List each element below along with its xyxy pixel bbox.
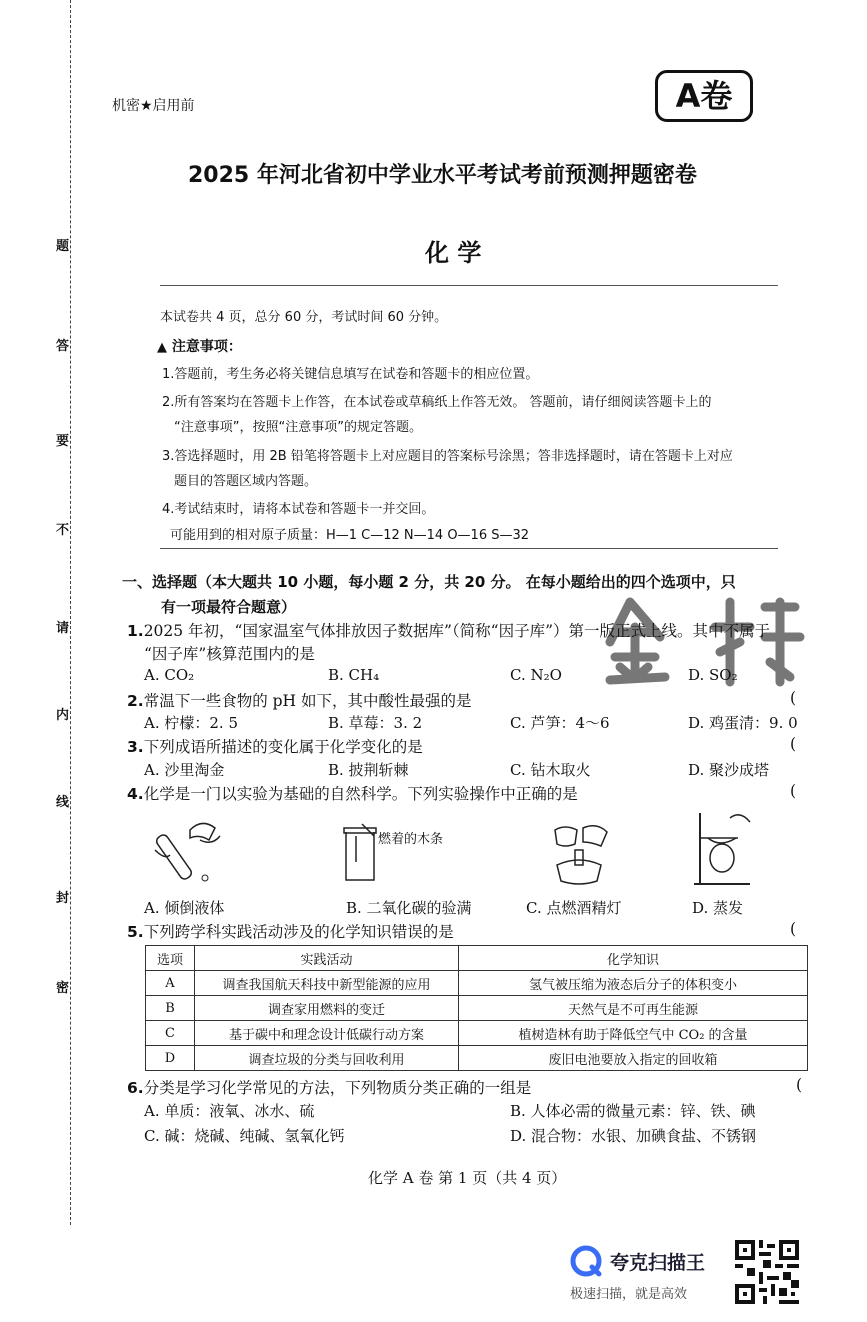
section-heading-cont: 有一项最符合题意） (161, 598, 297, 616)
scanner-brand-name: 夸克扫描王 (610, 1252, 706, 1274)
q1-option-b: B. CH₄ (328, 666, 380, 684)
exam-intro: 本试卷共 4 页，总分 60 分，考试时间 60 分钟。 (160, 310, 448, 325)
question-6-stem: 6.分类是学习化学常见的方法，下列物质分类正确的一组是 (127, 1079, 532, 1097)
q2-option-b: B. 草莓：3. 2 (328, 714, 423, 732)
confidential-label: 机密★启用前 (112, 98, 195, 114)
scanner-slogan: 极速扫描，就是高效 (570, 1287, 688, 1302)
q3-option-a: A. 沙里淘金 (144, 761, 225, 779)
margin-char: 线 (56, 789, 69, 812)
co2-test-figure (340, 822, 380, 884)
q6-option-b: B. 人体必需的微量元素：锌、铁、碘 (510, 1102, 756, 1120)
warning-icon: ▲ (157, 340, 167, 355)
table-row (146, 1021, 808, 1046)
atomic-mass-line: 可能用到的相对原子质量：H—1 C—12 N—14 O—16 S—32 (170, 528, 530, 543)
q1-option-c: C. N₂O (510, 666, 562, 684)
q4-option-b: B. 二氧化碳的验满 (346, 899, 472, 917)
question-1-stem: 1.2025 年初，“国家温室气体排放因子数据库”（简称“因子库”）第一版正式上线。其中不属于 (127, 622, 771, 640)
q4-option-d: D. 蒸发 (692, 899, 744, 917)
table-cell: A (146, 971, 195, 996)
notice-heading: ▲ 注意事项： (157, 339, 242, 355)
table-cell: 调查我国航天科技中新型能源的应用 (195, 971, 459, 996)
paper-version-badge: A卷 (655, 70, 753, 122)
light-alcohol-lamp-figure (545, 820, 615, 890)
notice-item: 3.答选择题时，用 2B 铅笔将答题卡上对应题目的答案标号涂黑；答非选择题时，请在答题卡上对应 (162, 449, 733, 464)
table-cell: 基于碳中和理念设计低碳行动方案 (195, 1021, 459, 1046)
table-cell: 调查家用燃料的变迁 (195, 996, 459, 1021)
answer-paren: ( (796, 1076, 803, 1094)
question-2-stem: 2.常温下一些食物的 pH 如下，其中酸性最强的是 (127, 692, 472, 710)
table-header: 化学知识 (459, 946, 808, 971)
divider-bottom (160, 548, 778, 549)
table-header-row (146, 946, 808, 971)
question-5-stem: 5.下列跨学科实践活动涉及的化学知识错误的是 (127, 923, 454, 941)
q6-option-a: A. 单质：液氧、冰水、硫 (144, 1102, 315, 1120)
table-header: 实践活动 (195, 946, 459, 971)
q6-option-c: C. 碱：烧碱、纯碱、氢氧化钙 (144, 1127, 345, 1145)
notice-item: 题目的答题区域内答题。 (174, 474, 318, 489)
section-heading: 一、选择题（本大题共 10 小题，每小题 2 分，共 20 分。 在每小题给出的四个选项中，只 (122, 573, 736, 591)
question-4-stem: 4.化学是一门以实验为基础的自然科学。下列实验操作中正确的是 (127, 785, 578, 803)
margin-char: 密 (56, 975, 69, 998)
question-3-stem: 3.下列成语所描述的变化属于化学变化的是 (127, 738, 423, 756)
margin-char: 内 (56, 702, 69, 725)
question-1-stem-cont: “因子库”核算范围内的是 (144, 645, 315, 663)
margin-char: 题 (56, 233, 69, 256)
q2-option-a: A. 柠檬：2. 5 (144, 714, 238, 732)
answer-paren: ( (790, 782, 797, 800)
table-cell: 氢气被压缩为液态后分子的体积变小 (459, 971, 808, 996)
pour-liquid-figure (150, 810, 230, 890)
figure-label: 燃着的木条 (378, 832, 444, 847)
answer-paren: ( (790, 689, 797, 707)
margin-char: 答 (56, 333, 69, 356)
table-header: 选项 (146, 946, 195, 971)
table-cell: C (146, 1021, 195, 1046)
evaporation-figure (690, 808, 760, 888)
notice-item: 2.所有答案均在答题卡上作答，在本试卷或草稿纸上作答无效。 答题前，请仔细阅读答题卡上的 (162, 395, 712, 410)
page-number: 化学 A 卷 第 1 页（共 4 页） (368, 1169, 567, 1187)
q3-option-d: D. 聚沙成塔 (688, 761, 770, 779)
table-cell: D (146, 1046, 195, 1071)
table-cell: 植树造林有助于降低空气中 CO₂ 的含量 (459, 1021, 808, 1046)
table-row (146, 1046, 808, 1071)
notice-item: 4.考试结束时，请将本试卷和答题卡一并交回。 (162, 502, 435, 517)
q3-option-b: B. 披荆斩棘 (328, 761, 409, 779)
notice-item: “注意事项”，按照“注意事项”的规定答题。 (174, 420, 422, 435)
table-row (146, 971, 808, 996)
q4-option-a: A. 倾倒液体 (144, 899, 225, 917)
table-cell: 天然气是不可再生能源 (459, 996, 808, 1021)
q2-option-c: C. 芦笋：4～6 (510, 714, 610, 732)
q1-option-d: D. SO₂ (688, 666, 738, 684)
table-cell: 调查垃圾的分类与回收利用 (195, 1046, 459, 1071)
answer-paren: ( (790, 735, 797, 753)
margin-char: 不 (56, 517, 69, 540)
qr-code (735, 1240, 799, 1304)
q2-option-d: D. 鸡蛋清：9. 0 (688, 714, 798, 732)
scanner-logo-icon (570, 1245, 602, 1277)
binding-line (70, 0, 71, 1225)
divider-top (160, 285, 778, 286)
notice-item: 1.答题前，考生务必将关键信息填写在试卷和答题卡的相应位置。 (162, 367, 539, 382)
q6-option-d: D. 混合物：水银、加碘食盐、不锈钢 (510, 1127, 757, 1145)
margin-char: 封 (56, 885, 69, 908)
table-cell: B (146, 996, 195, 1021)
table-row (146, 996, 808, 1021)
table-cell: 废旧电池要放入指定的回收箱 (459, 1046, 808, 1071)
margin-char: 要 (56, 428, 69, 451)
q3-option-c: C. 钻木取火 (510, 761, 591, 779)
answer-paren: ( (790, 920, 797, 938)
q1-option-a: A. CO₂ (144, 666, 195, 684)
q4-option-c: C. 点燃酒精灯 (526, 899, 622, 917)
subject-title: 化 学 (425, 239, 482, 267)
q5-table (145, 945, 808, 1071)
margin-char: 请 (56, 615, 69, 638)
exam-title: 2025 年河北省初中学业水平考试考前预测押题密卷 (188, 163, 697, 188)
